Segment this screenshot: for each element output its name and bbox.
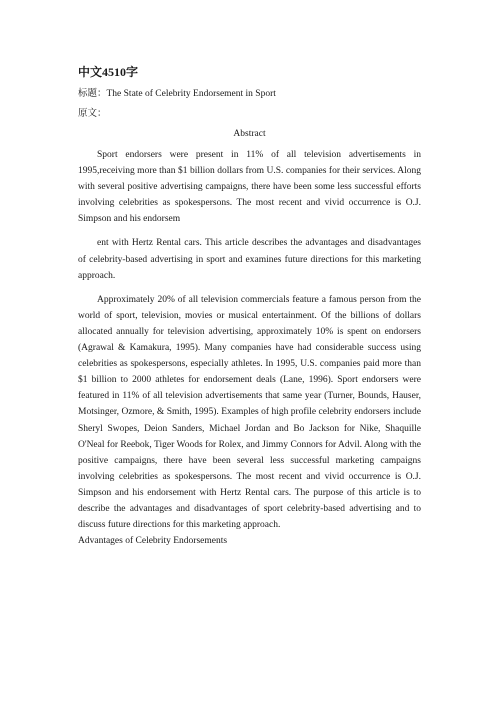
original-label: 原文： <box>78 109 107 119</box>
title-line: 标题：The State of Celebrity Endorsement in Sport <box>78 89 276 99</box>
document-page <box>78 64 421 549</box>
abstract-title: Abstract <box>233 129 266 139</box>
abstract-paragraph-1: Sport endorsers were present in 11% of all television advertisements in 1995,receiving more than $1 billion dollars from U.S. companies for their services. Along with several positive advertising campaigns, there have been some less successful efforts involving celebrities as spokespersons. The most recent and vivid occurrence is O.J. Simpson and his endorsem <box>78 150 421 225</box>
intro-paragraph: Approximately 20% of all television commercials feature a famous person from the world of sport, television, movies or musical entertainment. Of the billions of dollars allocated annually for television advertising, approximately 10% is spent on endorsers (Agrawal & Kamakura, 1995). Many companies have had considerable success using celebrities as spokespersons, especially athletes. In 1995, U.S. companies paid more than $1 billion to 2000 athletes for endorsement deals (Lane, 1996). Sport endorsers were featured in 11% of all television advertisements that same year (Turner, Bounds, Hauser, Motsinger, Ozmore, & Smith, 1995). Examples of high profile celebrity endorsers include Sheryl Swopes, Deion Sanders, Michael Jordan and Bo Jackson for Nike, Shaquille O'Neal for Reebok, Tiger Woods for Rolex, and Jimmy Connors for Advil. Along with the positive campaigns, there have been several less successful marketing campaigns involving celebrities as spokespersons. The most recent and vivid occurrence is O.J. Simpson and his endorsement with Hertz Rental cars. The purpose of this article is to describe the advantages and disadvantages of sport celebrity-based advertising and to discuss future directions for this marketing approach. <box>78 294 421 531</box>
section-heading: Advantages of Celebrity Endorsements <box>78 536 228 547</box>
word-count-heading: 中文4510字 <box>78 65 139 79</box>
abstract-paragraph-2: ent with Hertz Rental cars. This article describes the advantages and disadvantages of celebrity-based advertising in sport and examines future directions for this marketing approach. <box>78 238 421 281</box>
